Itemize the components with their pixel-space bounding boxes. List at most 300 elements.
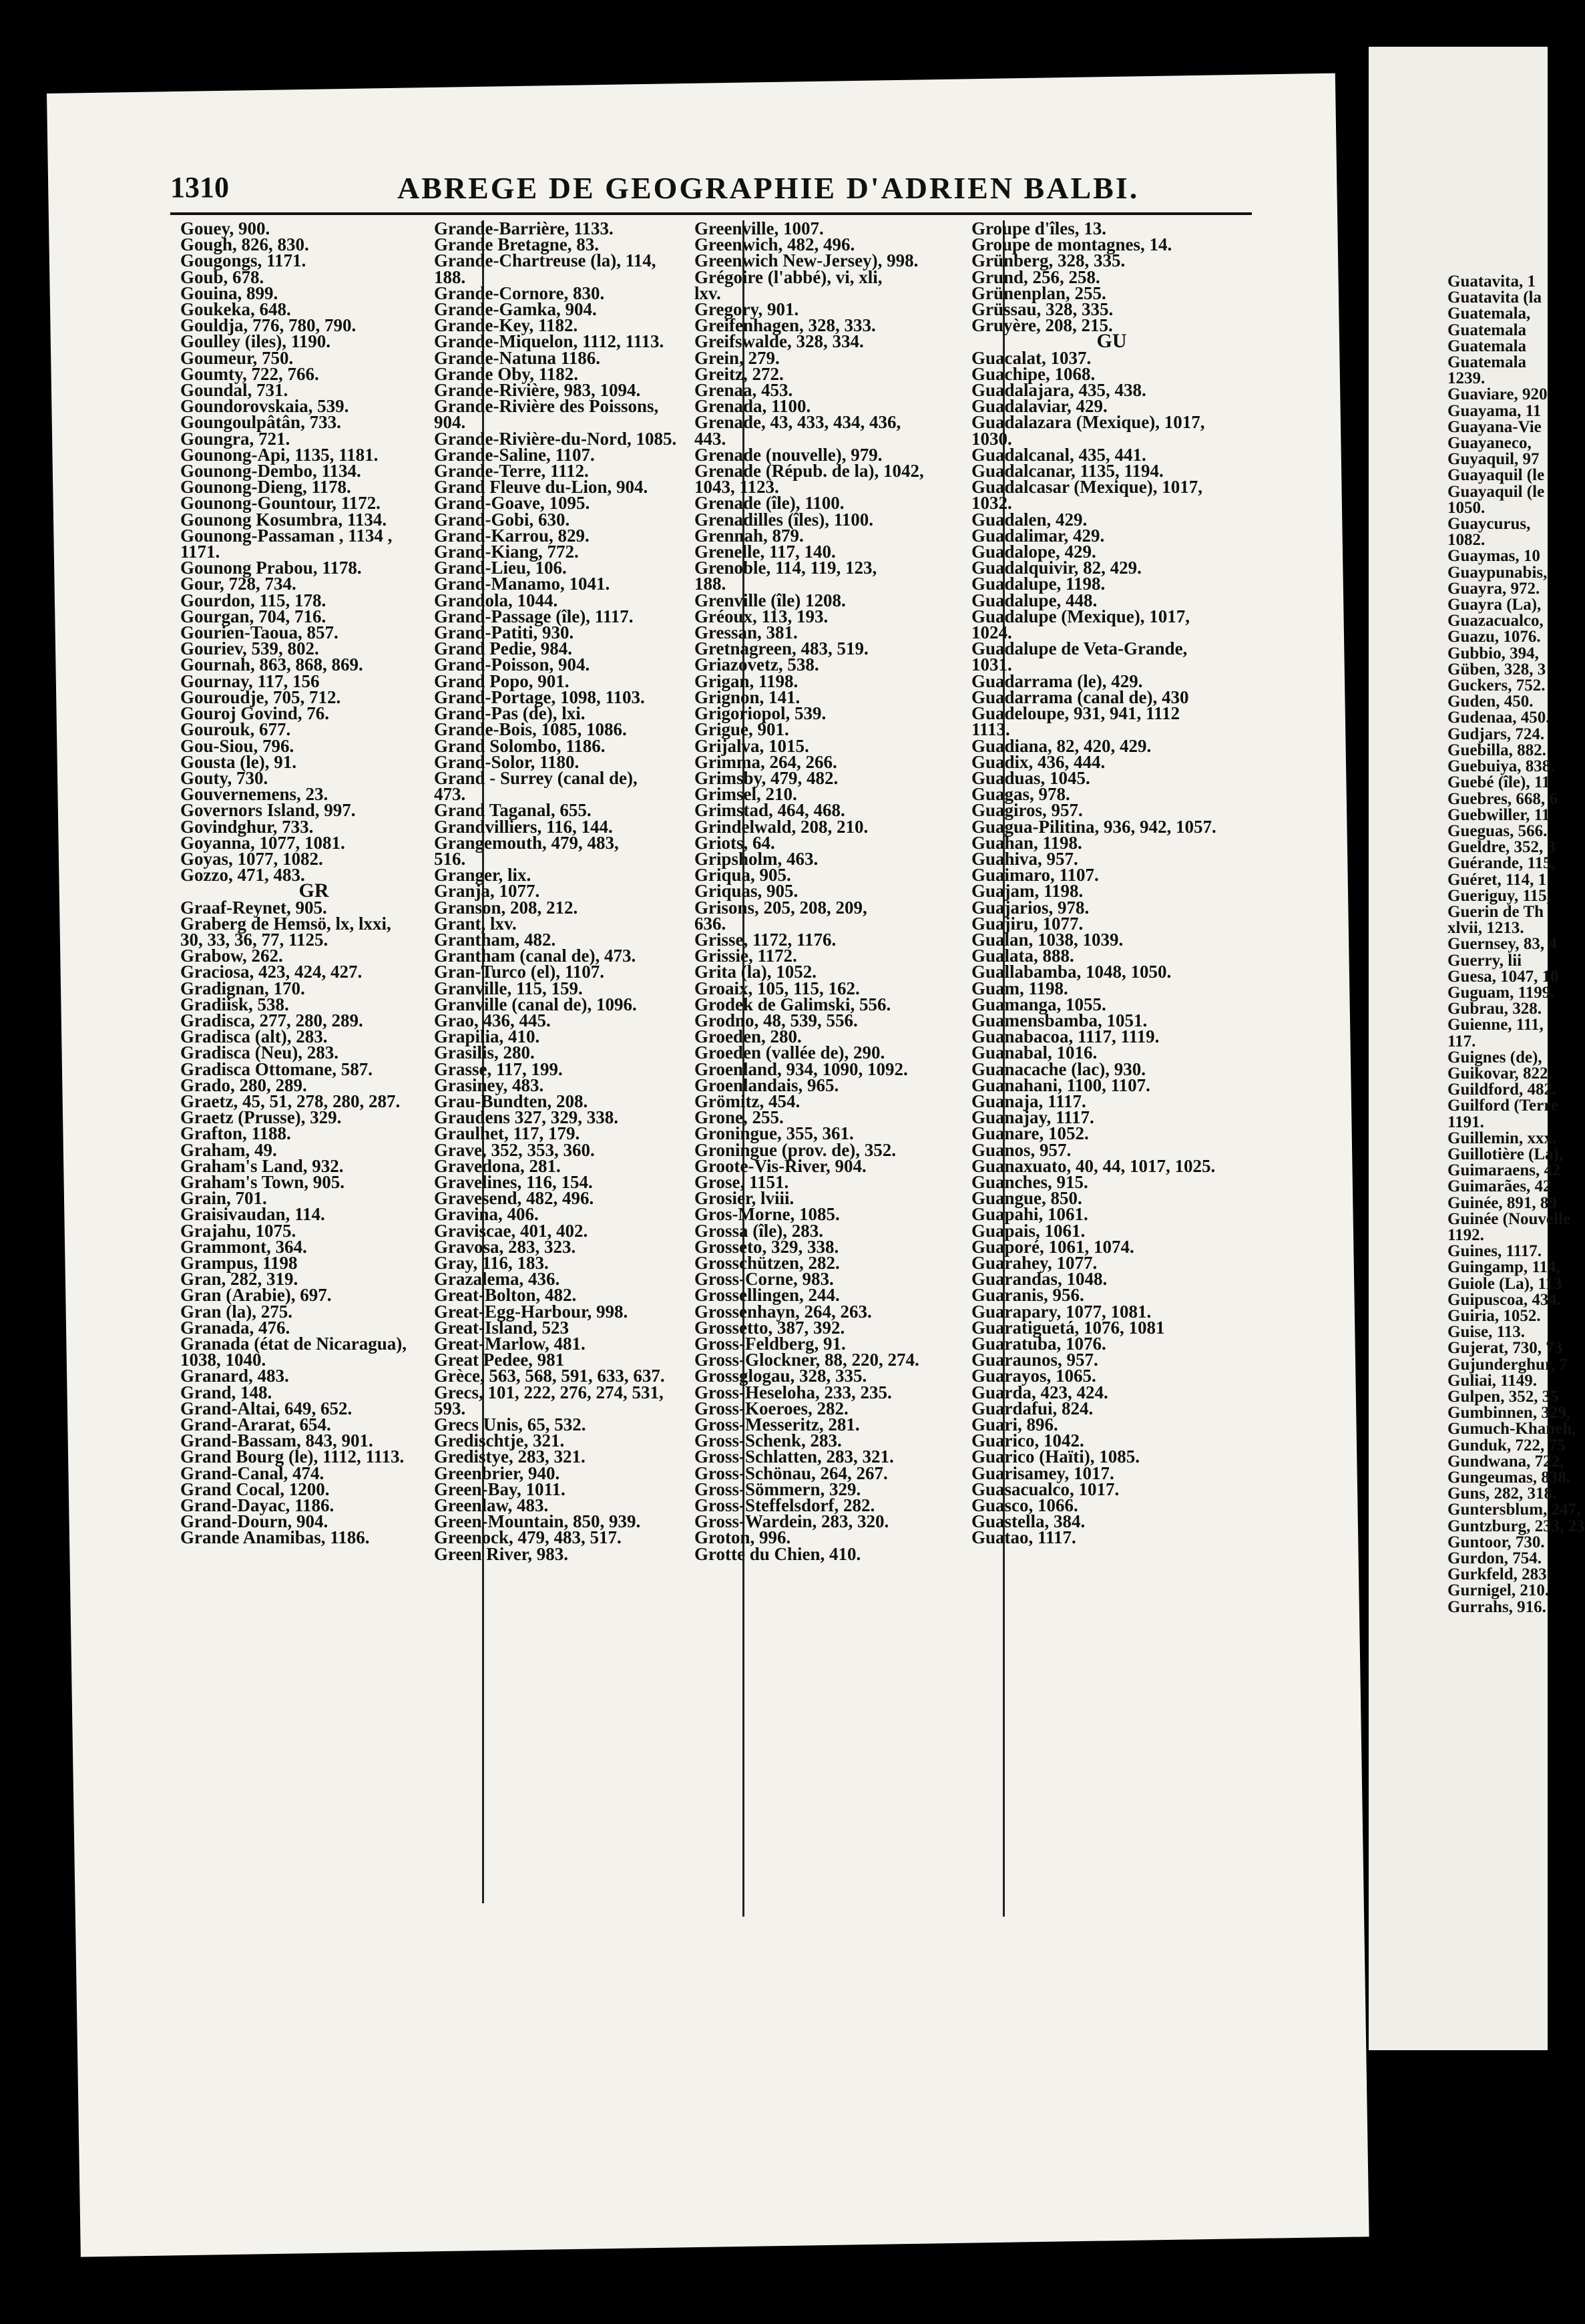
- index-entry: Graham, 49.: [180, 1139, 277, 1160]
- index-entry: Gouvernemens, 23.: [180, 784, 328, 805]
- index-entry: Grampus, 1198: [180, 1253, 298, 1273]
- index-entry: Groeden, 280.: [694, 1026, 802, 1047]
- index-entry: Guastella, 384.: [971, 1511, 1086, 1532]
- index-entry: Gurrahs, 916.: [1447, 1597, 1546, 1616]
- index-entry: Guanabal, 1016.: [971, 1042, 1098, 1063]
- index-entry: Grignon, 141.: [694, 687, 801, 707]
- index-entry: Gourien-Taoua, 857.: [180, 622, 338, 643]
- index-entry: Guagua-Pilitina, 936, 942, 1057.: [971, 816, 1216, 837]
- index-entry: Grave, 352, 353, 360.: [434, 1139, 595, 1160]
- index-entry: Gravesend, 482, 496.: [434, 1188, 594, 1209]
- index-entry: Grimma, 264, 266.: [694, 751, 837, 772]
- index-entry: Gounong-Gountour, 1172.: [180, 493, 381, 514]
- index-entry: Guiria, 1052.: [1447, 1307, 1541, 1325]
- index-entry: Grecs Unis, 65, 532.: [434, 1414, 586, 1435]
- index-entry: Goundorovskaia, 539.: [180, 396, 349, 417]
- index-entry: Gross-Heseloha, 233, 235.: [694, 1382, 892, 1402]
- index-entry: Gournah, 863, 868, 869.: [180, 654, 363, 675]
- index-entry: 1038, 1040.: [180, 1350, 266, 1370]
- index-entry: Grijalva, 1015.: [694, 735, 809, 756]
- index-entry: Grand-Poisson, 904.: [434, 654, 590, 675]
- index-entry: Gravelines, 116, 154.: [434, 1171, 593, 1192]
- index-entry: Green River, 983.: [434, 1543, 568, 1564]
- index-entry: Guerry, lii: [1447, 951, 1522, 970]
- index-entry: Grande-Rivière-du-Nord, 1085.: [434, 428, 677, 449]
- index-entry: Guadalquivir, 82, 429.: [971, 558, 1142, 578]
- index-entry: Gounong-Api, 1135, 1181.: [180, 444, 379, 465]
- index-entry: Gurnigel, 210.: [1447, 1581, 1550, 1600]
- index-entry: Groeden (vallée de), 290.: [694, 1042, 885, 1063]
- index-entry: 516.: [434, 848, 466, 869]
- index-entry: Groaix, 105, 115, 162.: [694, 978, 860, 998]
- index-entry: Grand Solombo, 1186.: [434, 735, 606, 756]
- index-entry: Gounong-Dieng, 1178.: [180, 477, 351, 498]
- index-entry: Guayaquil (le: [1447, 482, 1545, 501]
- index-entry: Guebwiller, 11: [1447, 805, 1550, 824]
- index-entry: Grande-Key, 1182.: [434, 315, 578, 336]
- index-entry: Grose, 1151.: [694, 1171, 789, 1192]
- index-entry: Graaf-Reynet, 905.: [180, 897, 327, 918]
- index-entry: Groupe de montagnes, 14.: [971, 234, 1172, 255]
- index-entry: Grecs, 101, 222, 276, 274, 531,: [434, 1382, 664, 1402]
- index-entry: Grossglogau, 328, 335.: [694, 1366, 867, 1386]
- index-entry: Guazacualco,: [1447, 612, 1544, 630]
- index-entry: 117.: [1447, 1032, 1476, 1050]
- index-entry: Grömitz, 454.: [694, 1091, 801, 1111]
- index-entry: Gubbio, 394,: [1447, 644, 1539, 662]
- index-entry: Grimstad, 464, 468.: [694, 800, 845, 821]
- index-entry: Grand, 148.: [180, 1382, 272, 1402]
- index-entry: Grand-Passage (île), 1117.: [434, 606, 634, 626]
- index-entry: Groupe d'îles, 13.: [971, 218, 1107, 238]
- index-entry: Gripsholm, 463.: [694, 848, 819, 869]
- index-entry: Güben, 328, 3: [1447, 660, 1546, 679]
- index-entry: Gran (Arabie), 697.: [180, 1285, 332, 1306]
- index-entry: Guebuiya, 838.: [1447, 757, 1555, 776]
- index-entry: Grossellingen, 244.: [694, 1285, 840, 1306]
- index-entry: Guarico (Haïti), 1085.: [971, 1446, 1140, 1467]
- index-entry: Gran (la), 275.: [180, 1301, 292, 1322]
- index-entry: Guanaja, 1117.: [971, 1091, 1086, 1111]
- index-entry: Grand Fleuve du-Lion, 904.: [434, 477, 648, 498]
- index-entry: Goundal, 731.: [180, 380, 288, 401]
- index-entry: Guayana-Vie: [1447, 417, 1542, 436]
- index-entry: Gross-Glockner, 88, 220, 274.: [694, 1350, 919, 1370]
- index-entry: Goumty, 722, 766.: [180, 363, 319, 384]
- index-entry: Gourgan, 704, 716.: [180, 606, 326, 626]
- index-entry: Guaratiguetá, 1076, 1081: [971, 1317, 1165, 1338]
- index-entry: Gour, 728, 734.: [180, 574, 296, 594]
- index-entry: Grenoble, 114, 119, 123,: [694, 558, 877, 578]
- index-entry: 443.: [694, 428, 726, 449]
- index-entry: Gross-Messeritz, 281.: [694, 1414, 860, 1435]
- index-entry: Gurdon, 754.: [1447, 1549, 1542, 1568]
- index-entry: Groningue (prov. de), 352.: [694, 1139, 897, 1160]
- index-entry: Grodek de Galimski, 556.: [694, 994, 891, 1014]
- index-entry: Granson, 208, 212.: [434, 897, 578, 918]
- index-entry: Gouty, 730.: [180, 767, 268, 788]
- index-entry: Gudjars, 724.: [1447, 725, 1545, 743]
- index-entry: Gouroj Govind, 76.: [180, 703, 330, 724]
- index-entry: Gouriev, 539, 802.: [180, 638, 319, 659]
- index-entry: Great-Egg-Harbour, 998.: [434, 1301, 628, 1322]
- index-entry: Grajahu, 1075.: [180, 1220, 296, 1241]
- index-column-3: [694, 220, 975, 1562]
- index-entry: Gousta (le), 91.: [180, 751, 296, 772]
- index-entry: Gross-Koeroes, 282.: [694, 1398, 849, 1418]
- index-entry: Greifswalde, 328, 334.: [694, 331, 864, 352]
- index-entry: Grenville (île) 1208.: [694, 590, 846, 610]
- index-entry: Gougongs, 1171.: [180, 250, 306, 271]
- index-entry: Granja, 1077.: [434, 881, 540, 902]
- index-entry: Gourdon, 115, 178.: [180, 590, 326, 610]
- index-entry: 1024.: [971, 622, 1012, 643]
- index-entry: Grand-Dourn, 904.: [180, 1511, 328, 1532]
- index-entry: Grein, 279.: [694, 347, 780, 368]
- index-entry: Guanaxuato, 40, 44, 1017, 1025.: [971, 1155, 1216, 1176]
- index-entry: Guatavita, 1: [1447, 272, 1536, 290]
- index-entry: Governors Island, 997.: [180, 800, 356, 821]
- index-entry: Guillotière (La),: [1447, 1145, 1564, 1163]
- index-entry: Grande-Gamka, 904.: [434, 299, 597, 320]
- index-entry: Graberg de Hemsö, lx, lxxi,: [180, 913, 391, 934]
- index-entry: Grand-Patiti, 930.: [434, 622, 574, 643]
- index-entry: Grand-Dayac, 1186.: [180, 1495, 334, 1516]
- index-entry: Guarico, 1042.: [971, 1430, 1084, 1451]
- index-entry: 30, 33, 36, 77, 1125.: [180, 929, 328, 950]
- index-entry: Guebilla, 882.: [1447, 741, 1546, 759]
- index-entry: Grand-Portage, 1098, 1103.: [434, 687, 645, 707]
- index-entry: Guilford (Terre: [1447, 1097, 1558, 1115]
- index-entry: Guienne, 111,: [1447, 1016, 1544, 1034]
- index-entry: Grande-Saline, 1107.: [434, 444, 595, 465]
- index-entry: Grenade, 43, 433, 434, 436,: [694, 412, 901, 433]
- index-entry: 1192.: [1447, 1225, 1484, 1244]
- index-entry: Guapahi, 1061.: [971, 1204, 1088, 1225]
- index-entry: Guadalazara (Mexique), 1017,: [971, 412, 1205, 433]
- index-column-1: [180, 220, 447, 1546]
- index-entry: 1030.: [971, 428, 1012, 449]
- index-entry: Grangemouth, 479, 483,: [434, 832, 619, 853]
- index-entry: Groningue, 355, 361.: [694, 1123, 854, 1144]
- index-entry: Gubrau, 328.: [1447, 1000, 1542, 1018]
- index-entry: Graudens 327, 329, 338.: [434, 1107, 619, 1128]
- index-entry: Gourouk, 677.: [180, 719, 291, 740]
- index-entry: 473.: [434, 784, 466, 805]
- index-entry: 1032.: [971, 493, 1012, 514]
- index-entry: Guadix, 436, 444.: [971, 751, 1106, 772]
- index-entry: Guikovar, 822.: [1447, 1064, 1552, 1083]
- index-entry: Groenlandais, 965.: [694, 1075, 839, 1095]
- index-entry: Grande Oby, 1182.: [434, 363, 579, 384]
- index-entry: Gueguas, 566.: [1447, 821, 1548, 840]
- index-entry: Grünenplan, 255.: [971, 282, 1106, 303]
- index-entry: Guardafui, 824.: [971, 1398, 1094, 1418]
- index-entry: Guaratuba, 1076.: [971, 1334, 1106, 1354]
- index-entry: Guayaneco,: [1447, 434, 1532, 453]
- index-entry: Gross-Schlatten, 283, 321.: [694, 1446, 894, 1467]
- index-entry: Guguam, 1199.: [1447, 983, 1555, 1002]
- index-entry: Guimarães, 42: [1447, 1177, 1552, 1196]
- index-entry: Graisivaudan, 114.: [180, 1204, 325, 1225]
- index-entry: Guarayos, 1065.: [971, 1366, 1096, 1386]
- index-entry: 1239.: [1447, 369, 1486, 388]
- index-entry: Guanabacoa, 1117, 1119.: [971, 1026, 1160, 1047]
- index-entry: Greitz, 272.: [694, 363, 784, 384]
- index-entry: Grantham (canal de), 473.: [434, 946, 636, 966]
- index-entry: Graviscae, 401, 402.: [434, 1220, 588, 1241]
- index-entry: Grand Cocal, 1200.: [180, 1479, 330, 1499]
- index-entry: Green-Mountain, 850, 939.: [434, 1511, 641, 1532]
- index-entry: Goyanna, 1077, 1081.: [180, 832, 345, 853]
- index-entry: Guanahani, 1100, 1107.: [971, 1075, 1150, 1095]
- index-entry: Guayra (La),: [1447, 596, 1542, 614]
- index-entry: Guadalajara, 435, 438.: [971, 380, 1146, 401]
- index-entry: Grimsby, 479, 482.: [694, 767, 839, 788]
- index-entry: Grantham, 482.: [434, 929, 556, 950]
- index-entry: 1050.: [1447, 498, 1486, 517]
- index-entry: 1171.: [180, 542, 220, 562]
- index-entry: Grado, 280, 289.: [180, 1075, 307, 1095]
- index-entry: Griqua, 905.: [694, 865, 791, 886]
- index-entry: Gredischtje, 321.: [434, 1430, 565, 1451]
- index-entry: Grenadilles (îles), 1100.: [694, 509, 873, 530]
- index-entry: Gounong Kosumbra, 1134.: [180, 509, 387, 530]
- index-entry: Goulley (iles), 1190.: [180, 331, 330, 352]
- index-entry: Guyaquil, 97: [1447, 450, 1540, 469]
- index-entry: Guérande, 115,: [1447, 854, 1556, 873]
- index-entry: Grigue, 901.: [694, 719, 789, 740]
- index-entry: Gundwana, 722,: [1447, 1452, 1564, 1471]
- index-entry: Guinée, 891, 89: [1447, 1193, 1557, 1212]
- index-entry: Grande-Rivière des Poissons,: [434, 396, 659, 417]
- index-entry: Grammont, 364.: [180, 1236, 307, 1257]
- index-entry: Guayra, 972.: [1447, 579, 1540, 598]
- index-entry: Gravosa, 283, 323.: [434, 1236, 576, 1257]
- index-entry: Gough, 826, 830.: [180, 234, 309, 255]
- index-entry: Gradignan, 170.: [180, 978, 305, 998]
- index-entry: Gretnagreen, 483, 519.: [694, 638, 869, 659]
- index-entry: Guanos, 957.: [971, 1139, 1072, 1160]
- index-entry: Guari, 896.: [971, 1414, 1058, 1435]
- index-entry: Gouroudje, 705, 712.: [180, 687, 341, 707]
- index-entry: Guaranis, 956.: [971, 1285, 1084, 1306]
- index-entry: Grande-Rivière, 983, 1094.: [434, 380, 641, 401]
- index-entry: Gredistye, 283, 321.: [434, 1446, 586, 1467]
- index-entry: Guarapary, 1077, 1081.: [971, 1301, 1152, 1322]
- index-entry: Gradisca (alt), 283.: [180, 1026, 328, 1047]
- index-entry: Guaymas, 10: [1447, 547, 1540, 566]
- index-entry: Grande-Cornore, 830.: [434, 282, 605, 303]
- index-entry: Guallabamba, 1048, 1050.: [971, 962, 1172, 982]
- index-entry: Guajam, 1198.: [971, 881, 1084, 902]
- index-entry: Gungeumas, 838.: [1447, 1469, 1571, 1487]
- index-entry: Guarahey, 1077.: [971, 1253, 1098, 1273]
- index-entry: Gueldre, 352, 3: [1447, 838, 1556, 857]
- index-entry: Graham's Land, 932.: [180, 1155, 344, 1176]
- index-entry: Guangue, 850.: [971, 1188, 1082, 1209]
- index-entry: Guazu, 1076.: [1447, 628, 1541, 646]
- index-entry: Gradiisk, 538.: [180, 994, 289, 1014]
- index-entry: Goungra, 721.: [180, 428, 290, 449]
- index-entry: Grindelwald, 208, 210.: [694, 816, 869, 837]
- index-entry: Gruyère, 208, 215.: [971, 315, 1113, 336]
- index-entry: Guadalupe, 448.: [971, 590, 1098, 610]
- index-entry: Guaimaro, 1107.: [971, 865, 1099, 886]
- index-entry: Guden, 450.: [1447, 693, 1534, 711]
- index-entry: Gounong-Passaman , 1134 ,: [180, 525, 393, 546]
- index-entry: Grand-Karrou, 829.: [434, 525, 590, 546]
- index-entry: Grande-Terre, 1112.: [434, 461, 589, 481]
- index-entry: Gravina, 406.: [434, 1204, 539, 1225]
- index-entry: Grand Taganal, 655.: [434, 800, 592, 821]
- index-entry: Grand Bourg (le), 1112, 1113.: [180, 1446, 405, 1467]
- index-entry: Guayama, 11: [1447, 401, 1542, 420]
- index-entry: Grand-Gobi, 630.: [434, 509, 570, 530]
- index-entry: Gréoux, 113, 193.: [694, 606, 829, 626]
- index-entry: Granard, 483.: [180, 1366, 289, 1386]
- index-entry: Groote-Vis-River, 904.: [694, 1155, 867, 1176]
- index-entry: Gou-Siou, 796.: [180, 735, 294, 756]
- index-entry: Grita (la), 1052.: [694, 962, 817, 982]
- index-entry: Grimsel, 210.: [694, 784, 797, 805]
- index-entry: Gumuch-Khaneh,: [1447, 1420, 1576, 1438]
- index-entry: Guntzburg, 233, 23: [1447, 1517, 1585, 1535]
- index-entry: Gujerat, 730, 73: [1447, 1339, 1563, 1358]
- running-header: [170, 170, 1245, 210]
- index-entry: Great Pedee, 981: [434, 1350, 565, 1370]
- index-entry: Guadalcasar (Mexique), 1017,: [971, 477, 1202, 498]
- index-entry: Greenock, 479, 483, 517.: [434, 1527, 622, 1548]
- index-entry: 188.: [434, 266, 466, 287]
- index-entry: Guinée (Nouvelle: [1447, 1209, 1571, 1228]
- index-entry: 636.: [694, 913, 726, 934]
- index-entry: Guéret, 114, 1: [1447, 870, 1547, 889]
- index-entry: Guahiva, 957.: [971, 848, 1078, 869]
- index-entry: Grand-Pas (de), lxi.: [434, 703, 586, 724]
- index-entry: Goumeur, 750.: [180, 347, 294, 368]
- index-entry: Grande-Bois, 1085, 1086.: [434, 719, 627, 740]
- index-entry: Guadalupe de Veta-Grande,: [971, 638, 1188, 659]
- index-entry: Grapilia, 410.: [434, 1026, 540, 1047]
- index-entry: Guignes (de),: [1447, 1048, 1542, 1067]
- index-entry: Gross-Steffelsdorf, 282.: [694, 1495, 875, 1516]
- index-entry: Guamanga, 1055.: [971, 994, 1106, 1014]
- index-entry: Guagas, 978.: [971, 784, 1070, 805]
- index-entry: Govindghur, 733.: [180, 816, 314, 837]
- index-entry: Guanajay, 1117.: [971, 1107, 1094, 1128]
- index-entry: Grasse, 117, 199.: [434, 1058, 563, 1079]
- index-entry: Greenlaw, 483.: [434, 1495, 549, 1516]
- index-entry: Guadalcanar, 1135, 1194.: [971, 461, 1164, 481]
- index-entry: Groenland, 934, 1090, 1092.: [694, 1058, 908, 1079]
- index-entry: Grosschützen, 282.: [694, 1253, 840, 1273]
- index-entry: Gueriguy, 115,: [1447, 886, 1551, 905]
- index-entry: Guillemin, xxx.: [1447, 1129, 1557, 1147]
- index-entry: lxv.: [694, 282, 721, 303]
- index-entry: Guadalen, 429.: [971, 509, 1088, 530]
- index-entry: Greenville, 1007.: [694, 218, 824, 238]
- index-entry: Gurkfeld, 283.: [1447, 1565, 1551, 1584]
- index-entry: Guadalupe (Mexique), 1017,: [971, 606, 1190, 626]
- index-entry: Gradisca, 277, 280, 289.: [180, 1010, 363, 1030]
- index-entry: Gulpen, 352, 35: [1447, 1388, 1559, 1406]
- index-entry: Guadarrama (le), 429.: [971, 670, 1143, 691]
- index-entry: Gujunderghur, 7: [1447, 1355, 1568, 1374]
- index-entry: Guagiros, 957.: [971, 800, 1083, 821]
- index-entry: Grafton, 1188.: [180, 1123, 291, 1144]
- index-entry: Grotte du Chien, 410.: [694, 1543, 861, 1564]
- index-entry: Gran-Turco (el), 1107.: [434, 962, 604, 982]
- index-entry: Guaraunos, 957.: [971, 1350, 1098, 1370]
- index-entry: Grande-Chartreuse (la), 114,: [434, 250, 656, 271]
- index-entry: Gouey, 900.: [180, 218, 270, 238]
- index-entry: Gualata, 888.: [971, 946, 1074, 966]
- index-entry: xlvii, 1213.: [1447, 919, 1524, 938]
- index-entry: Gouldja, 776, 780, 790.: [180, 315, 357, 336]
- index-entry: Granada (état de Nicaragua),: [180, 1334, 407, 1354]
- index-entry: Graciosa, 423, 424, 427.: [180, 962, 363, 982]
- index-entry: Grand-Manamo, 1041.: [434, 574, 610, 594]
- index-entry: Grant, lxv.: [434, 913, 517, 934]
- index-entry: Grande Bretagne, 83.: [434, 234, 599, 255]
- index-entry: Great-Bolton, 482.: [434, 1285, 577, 1306]
- index-entry: Greenwich New-Jersey), 998.: [694, 250, 919, 271]
- index-entry: Greifenhagen, 328, 333.: [694, 315, 876, 336]
- index-entry: Guanacache (lac), 930.: [971, 1058, 1146, 1079]
- index-entry: Grüssau, 328, 335.: [971, 299, 1114, 320]
- index-entry: 1082.: [1447, 531, 1486, 550]
- index-entry: Guajiru, 1077.: [971, 913, 1084, 934]
- index-entry: Grisons, 205, 208, 209,: [694, 897, 867, 918]
- index-entry: Griazovetz, 538.: [694, 654, 819, 675]
- index-entry: Graetz (Prusse), 329.: [180, 1107, 342, 1128]
- index-entry: Guadalope, 429.: [971, 542, 1096, 562]
- index-entry: 1031.: [971, 654, 1012, 675]
- index-entry: Gradisca Ottomane, 587.: [180, 1058, 373, 1079]
- index-entry: Grande-Miquelon, 1112, 1113.: [434, 331, 664, 352]
- index-entry: Guatao, 1117.: [971, 1527, 1076, 1548]
- index-entry: Graetz, 45, 51, 278, 280, 287.: [180, 1091, 401, 1111]
- index-entry: Grosseto, 329, 338.: [694, 1236, 839, 1257]
- index-entry: Guarda, 423, 424.: [971, 1382, 1108, 1402]
- index-entry: 593.: [434, 1398, 466, 1418]
- index-entry: Greenwich, 482, 496.: [694, 234, 855, 255]
- index-entry: Grünberg, 328, 335.: [971, 250, 1126, 271]
- index-entry: Guam, 1198.: [971, 978, 1068, 998]
- index-entry: Gros-Morne, 1085.: [694, 1204, 840, 1225]
- index-entry: Guernsey, 83, 4: [1447, 935, 1557, 954]
- section-letter-heading: GU: [1096, 330, 1127, 353]
- index-entry: Graulhet, 117, 179.: [434, 1123, 580, 1144]
- index-entry: Guanches, 915.: [971, 1171, 1088, 1192]
- index-entry: Guacalat, 1037.: [971, 347, 1092, 368]
- index-entry: Gournay, 117, 156: [180, 670, 320, 691]
- index-entry: Guebres, 668, 6: [1447, 789, 1558, 808]
- index-entry: Gouina, 899.: [180, 282, 278, 303]
- index-entry: Grande-Natuna 1186.: [434, 347, 601, 368]
- index-entry: Guadalcanal, 435, 441.: [971, 444, 1146, 465]
- index-entry: Guimaraens, 42: [1447, 1161, 1561, 1180]
- index-entry: Guarandas, 1048.: [971, 1269, 1108, 1290]
- index-entry: Goyas, 1077, 1082.: [180, 848, 323, 869]
- index-entry: Guaycurus,: [1447, 515, 1531, 534]
- index-entry: Grand-Altai, 649, 652.: [180, 1398, 353, 1418]
- index-entry: Guapais, 1061.: [971, 1220, 1086, 1241]
- index-entry: Guadiana, 82, 420, 429.: [971, 735, 1152, 756]
- index-entry: Gross-Wardein, 283, 320.: [694, 1511, 889, 1532]
- index-entry: Grissie, 1172.: [694, 946, 797, 966]
